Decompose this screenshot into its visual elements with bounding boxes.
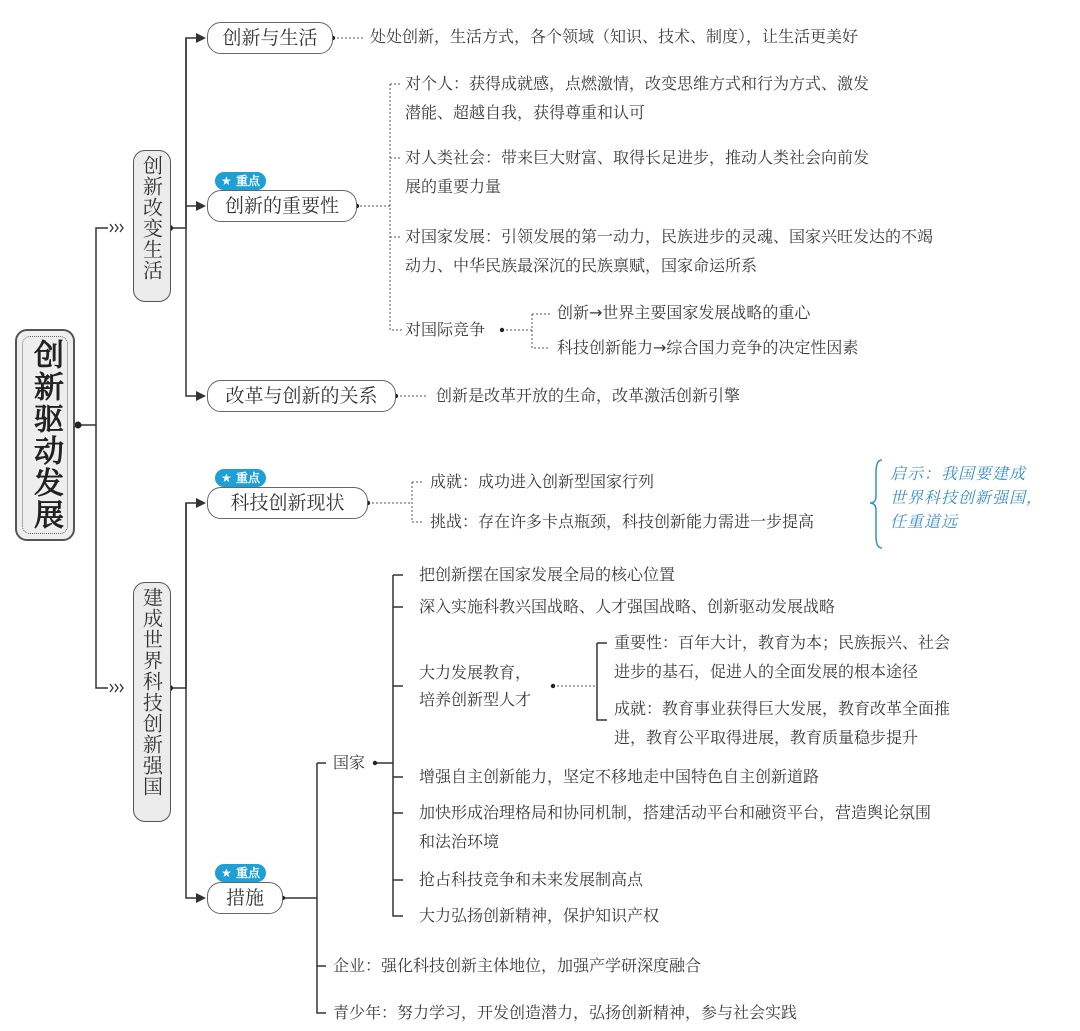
key-point-badge: ★ 重点 bbox=[215, 864, 266, 882]
root-inner-frame bbox=[22, 336, 68, 534]
education-label-line2: 培养创新型人才 bbox=[419, 690, 532, 709]
international-point-2: 科技创新能力→综合国力竞争的决定性因素 bbox=[557, 338, 859, 357]
reform-and-innovation-detail: 创新是改革开放的生命，改革激活创新引擎 bbox=[436, 386, 741, 405]
nation-item-4: 增强自主创新能力，坚定不移地走中国特色自主创新道路 bbox=[419, 767, 820, 786]
importance-individual-line1: 对个人：获得成就感，点燃激情，改变思维方式和行为方式、激发 bbox=[405, 74, 870, 93]
nation-item-2: 深入实施科教兴国战略、人才强国战略、创新驱动发展战略 bbox=[419, 597, 836, 616]
education-achievement-line1: 成就：教育事业获得巨大发展，教育改革全面推 bbox=[614, 699, 951, 718]
branch2-title: 建成世界科技创新强国 bbox=[139, 587, 164, 797]
note-line-3: 任重道远 bbox=[890, 512, 959, 531]
key-point-badge: ★ 重点 bbox=[215, 172, 266, 190]
measures-youth: 青少年：努力学习，开发创造潜力，弘扬创新精神，参与社会实践 bbox=[333, 1003, 798, 1022]
nation-item-1: 把创新摆在国家发展全局的核心位置 bbox=[419, 565, 676, 584]
importance-nation-line1: 对国家发展：引领发展的第一动力，民族进步的灵魂、国家兴旺发达的不竭 bbox=[405, 227, 934, 246]
importance-society-line1: 对人类社会：带来巨大财富、取得长足进步，推动人类社会向前发 bbox=[405, 148, 870, 167]
education-achievement-line2: 进，教育公平取得进展，教育质量稳步提升 bbox=[614, 728, 919, 747]
branch-innovation-changes-life[interactable] bbox=[133, 150, 171, 302]
badge-text: 重点 bbox=[235, 174, 260, 188]
badge-text: 重点 bbox=[235, 866, 260, 880]
root-title: 创新驱动发展 bbox=[28, 339, 63, 531]
node-innovation-and-life[interactable]: 创新与生活 bbox=[207, 22, 333, 54]
node-tech-innovation-status[interactable]: 科技创新现状 bbox=[207, 487, 368, 519]
note-line-2: 世界科技创新强国， bbox=[890, 488, 1044, 507]
note-brace bbox=[870, 460, 882, 548]
node-measures[interactable]: 措施 bbox=[207, 882, 283, 914]
node-importance-of-innovation[interactable]: 创新的重要性 bbox=[207, 190, 357, 222]
node-reform-and-innovation[interactable]: 改革与创新的关系 bbox=[207, 380, 396, 412]
measures-nation-label: 国家 bbox=[333, 753, 366, 772]
importance-international-label: 对国际竞争 bbox=[405, 320, 486, 339]
importance-society-line2: 展的重要力量 bbox=[405, 177, 502, 196]
note-line-1: 启示：我国要建成 bbox=[890, 464, 1027, 483]
innovation-and-life-detail: 处处创新，生活方式，各个领域（知识、技术、制度），让生活更美好 bbox=[370, 27, 859, 46]
measures-enterprise: 企业：强化科技创新主体地位，加强产学研深度融合 bbox=[333, 956, 702, 975]
key-point-badge: ★ 重点 bbox=[215, 469, 266, 487]
handwritten-note bbox=[890, 462, 1043, 534]
branch-build-tech-power[interactable] bbox=[133, 582, 171, 822]
nation-item-7: 大力弘扬创新精神，保护知识产权 bbox=[419, 906, 660, 925]
status-challenge: 挑战：存在许多卡点瓶颈，科技创新能力需进一步提高 bbox=[430, 512, 815, 531]
branch1-title: 创新改变生活 bbox=[139, 155, 164, 281]
importance-nation-line2: 动力、中华民族最深沉的民族禀赋，国家命运所系 bbox=[405, 256, 758, 275]
badge-text: 重点 bbox=[235, 471, 260, 485]
international-point-1: 创新→世界主要国家发展战略的重心 bbox=[557, 303, 811, 322]
education-label-line1: 大力发展教育， bbox=[419, 663, 532, 682]
education-importance-line2: 进步的基石，促进人的全面发展的根本途径 bbox=[614, 662, 919, 681]
root-node[interactable] bbox=[15, 329, 75, 541]
nation-item-6: 抢占科技竞争和未来发展制高点 bbox=[419, 870, 644, 889]
nation-item-5-line2: 和法治环境 bbox=[419, 832, 500, 851]
status-achievement: 成就：成功进入创新型国家行列 bbox=[430, 472, 655, 491]
education-importance-line1: 重要性：百年大计，教育为本；民族振兴、社会 bbox=[614, 633, 951, 652]
nation-item-5-line1: 加快形成治理格局和协同机制，搭建活动平台和融资平台，营造舆论氛围 bbox=[419, 803, 932, 822]
importance-individual-line2: 潜能、超越自我，获得尊重和认可 bbox=[405, 103, 646, 122]
